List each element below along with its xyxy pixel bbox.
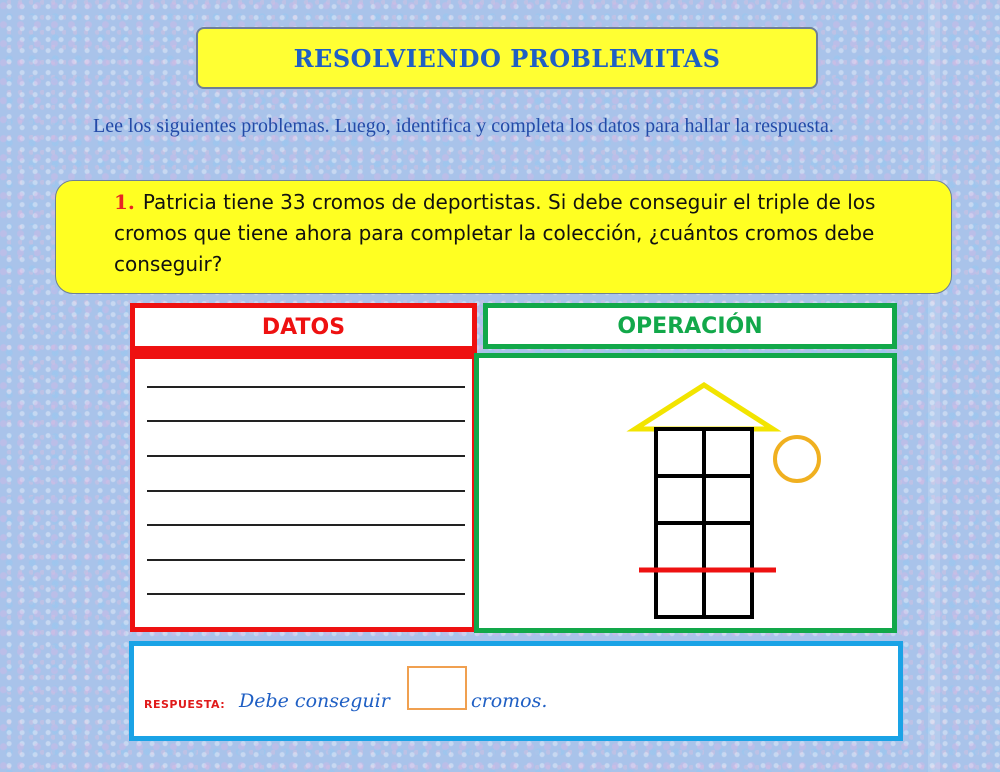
respuesta-label: RESPUESTA: (144, 698, 226, 711)
problem-card (55, 180, 952, 294)
grid-cell-r4-c1[interactable] (656, 570, 704, 617)
operacion-title: OPERACIÓN (617, 313, 763, 339)
grid-cell-r1-c2[interactable] (704, 429, 752, 476)
roof-triangle (635, 385, 773, 429)
datos-header (130, 303, 477, 351)
problem-statement (114, 187, 929, 280)
respuesta-text-before: Debe conseguir (239, 690, 390, 712)
carry-circle[interactable] (775, 437, 819, 481)
datos-title: DATOS (261, 314, 346, 340)
problem-text: Patricia tiene 33 cromos de deportistas. Si debe conseguir el triple de los cromos que tiene ahora para completar la colección, ¿cuántos cromos debe conseguir? (114, 190, 876, 276)
grid-cell-r1-c1[interactable] (656, 429, 704, 476)
respuesta-panel (129, 641, 903, 741)
datos-answer-line-5[interactable] (147, 524, 465, 526)
grid-cell-r2-c1[interactable] (656, 476, 704, 523)
operacion-header (483, 303, 897, 349)
multiplication-house-diagram (479, 358, 892, 628)
datos-answer-line-4[interactable] (147, 490, 465, 492)
operacion-panel (474, 353, 897, 633)
respuesta-input-box[interactable] (407, 666, 467, 710)
problem-number: 1. (114, 190, 135, 214)
title-banner (196, 27, 818, 89)
datos-answer-line-7[interactable] (147, 593, 465, 595)
datos-answer-line-1[interactable] (147, 386, 465, 388)
datos-answer-line-3[interactable] (147, 455, 465, 457)
instructions-text: Lee los siguientes problemas. Luego, identifica y completa los datos para hallar la respuesta. (93, 115, 834, 137)
datos-answer-line-2[interactable] (147, 420, 465, 422)
grid-cell-r2-c2[interactable] (704, 476, 752, 523)
respuesta-text-after: cromos. (471, 690, 548, 712)
datos-answer-line-6[interactable] (147, 559, 465, 561)
page-title: RESOLVIENDO PROBLEMITAS (293, 43, 721, 73)
grid-cell-r3-c2[interactable] (704, 523, 752, 570)
grid-cell-r3-c1[interactable] (656, 523, 704, 570)
grid-cell-r4-c2[interactable] (704, 570, 752, 617)
datos-panel (130, 351, 477, 632)
